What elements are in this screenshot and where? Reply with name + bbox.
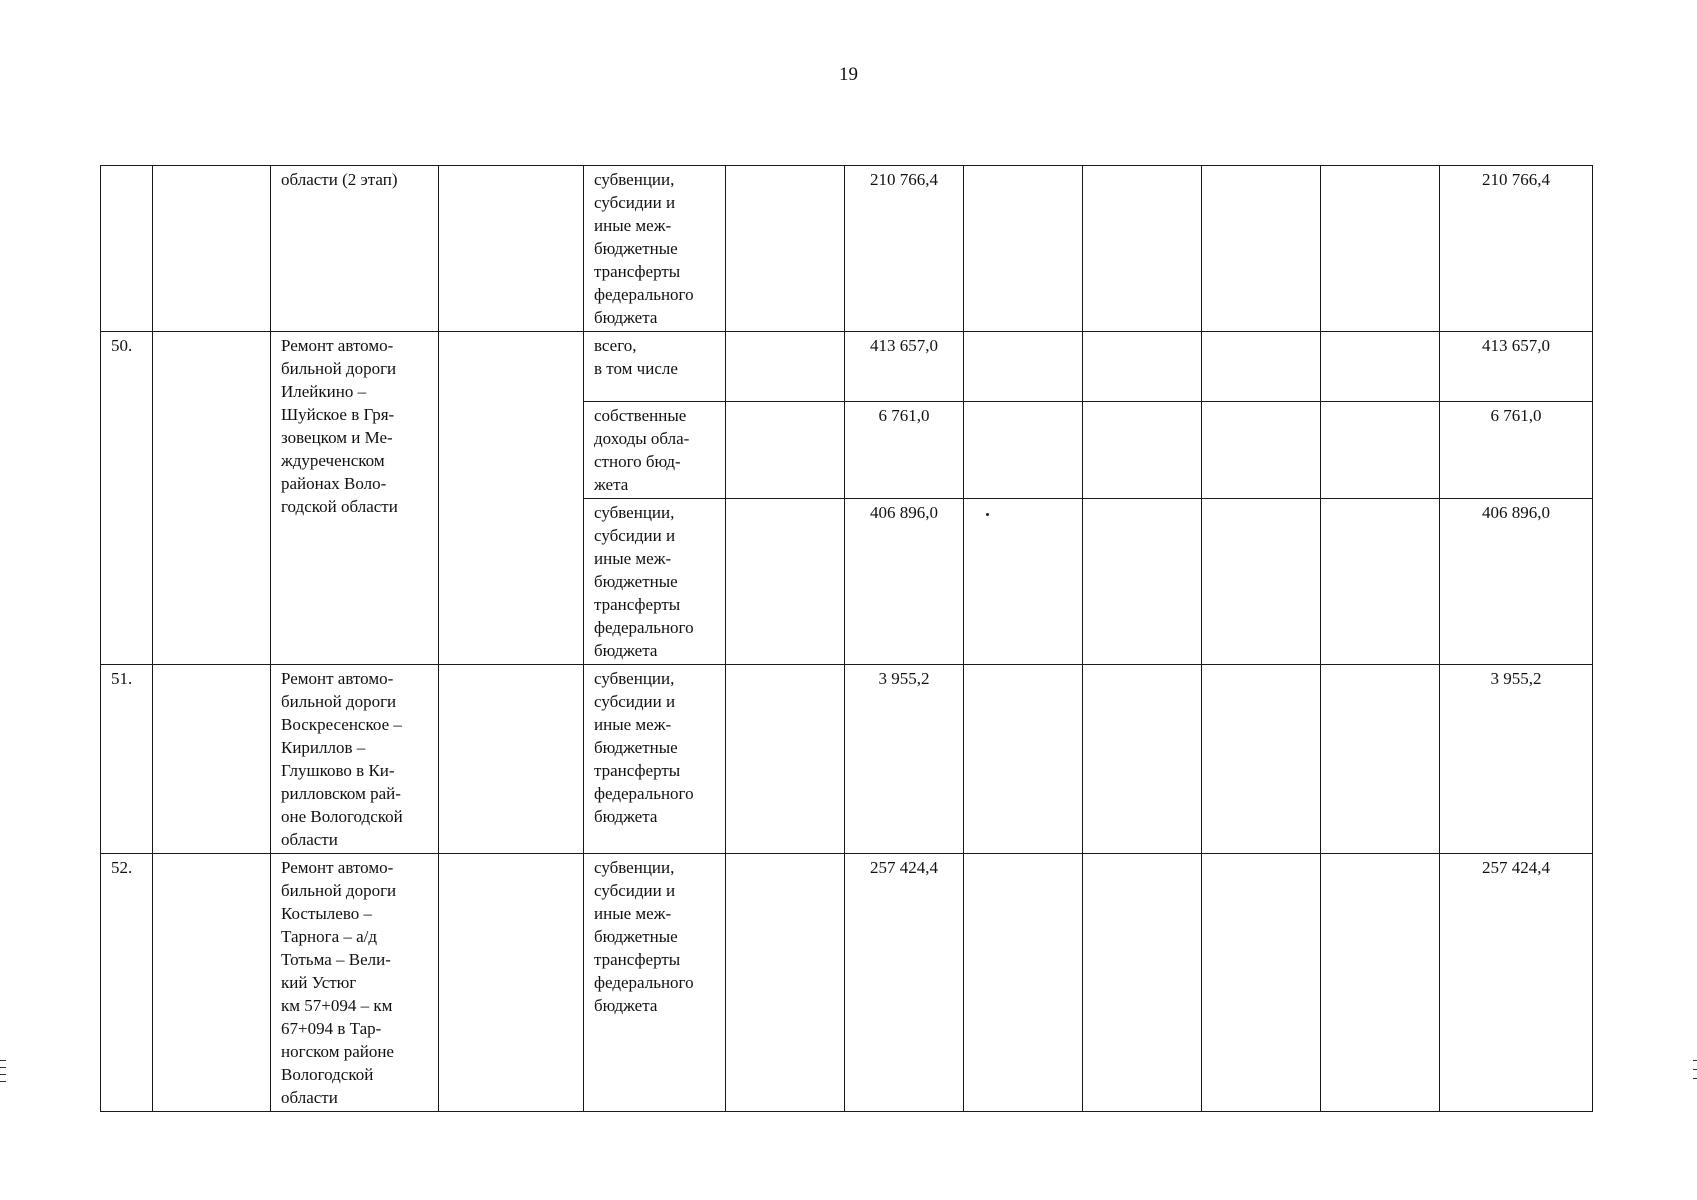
- empty-cell: [1083, 854, 1202, 1112]
- row-number-cell: [101, 665, 153, 854]
- empty-cell: [726, 332, 845, 402]
- total-value: 257 424,4: [845, 854, 964, 1112]
- empty-cell: [1321, 166, 1440, 332]
- empty-cell: [439, 166, 584, 332]
- empty-cell: [726, 854, 845, 1112]
- funding-source-cell: [584, 854, 726, 1112]
- last-year-value: 6 761,0: [1440, 402, 1593, 499]
- object-name: области (2 этап): [281, 170, 398, 189]
- last-year-value: 413 657,0: [1440, 332, 1593, 402]
- empty-cell: [726, 499, 845, 665]
- funding-source: субвенции, субсидии и иные меж- бюджетные трансферты федерального бюджета: [594, 669, 694, 826]
- stray-dot: [986, 513, 989, 516]
- row-number: 52.: [111, 858, 133, 877]
- empty-cell: [439, 854, 584, 1112]
- total-value: 6 761,0: [845, 402, 964, 499]
- funding-source-cell: [584, 166, 726, 332]
- empty-cell: [439, 332, 584, 665]
- funding-source-cell: [584, 332, 726, 402]
- last-year-value: 210 766,4: [1440, 166, 1593, 332]
- total-value: 406 896,0: [845, 499, 964, 665]
- row-number-cell: [101, 332, 153, 665]
- empty-cell: [1321, 854, 1440, 1112]
- empty-cell: [964, 499, 1083, 665]
- object-name-cell: [271, 332, 439, 665]
- empty-cell: [1202, 854, 1321, 1112]
- empty-cell: [1202, 402, 1321, 499]
- table-row: [101, 166, 1593, 332]
- empty-cell: [1321, 665, 1440, 854]
- funding-source-cell: [584, 665, 726, 854]
- empty-cell: [1321, 332, 1440, 402]
- row-number-cell: [101, 854, 153, 1112]
- empty-cell: [1321, 402, 1440, 499]
- empty-cell: [964, 166, 1083, 332]
- total-value: 3 955,2: [845, 665, 964, 854]
- object-name: Ремонт автомо- бильной дороги Костылево – Тарнога – а/д Тотьма – Вели- кий Устюг км 57+094 – км 67+094 в Тар- ногском районе Вологодской области: [281, 858, 397, 1107]
- funding-source: собственные доходы обла- стного бюд- жета: [594, 406, 690, 494]
- funding-source: субвенции, субсидии и иные меж- бюджетные трансферты федерального бюджета: [594, 503, 694, 660]
- object-name-cell: [271, 665, 439, 854]
- empty-cell: [1321, 499, 1440, 665]
- total-value: 210 766,4: [845, 166, 964, 332]
- object-name-cell: [271, 854, 439, 1112]
- funding-source: всего, в том числе: [594, 336, 678, 378]
- last-year-value: 257 424,4: [1440, 854, 1593, 1112]
- budget-table: [100, 165, 1593, 1112]
- empty-cell: [1083, 402, 1202, 499]
- empty-cell: [439, 665, 584, 854]
- empty-cell: [1202, 166, 1321, 332]
- empty-cell: [153, 166, 271, 332]
- empty-cell: [726, 665, 845, 854]
- empty-cell: [1083, 665, 1202, 854]
- last-year-value: 3 955,2: [1440, 665, 1593, 854]
- row-number-cell: [101, 166, 153, 332]
- total-value: 413 657,0: [845, 332, 964, 402]
- empty-cell: [1083, 332, 1202, 402]
- empty-cell: [964, 854, 1083, 1112]
- table-row: [101, 854, 1593, 1112]
- empty-cell: [1202, 665, 1321, 854]
- table-row: [101, 332, 1593, 402]
- object-name: Ремонт автомо- бильной дороги Илейкино – Шуйское в Гря- зовецком и Ме- ждуреченском районах Воло- годской области: [281, 336, 398, 516]
- empty-cell: [1083, 166, 1202, 332]
- table-row: [101, 665, 1593, 854]
- empty-cell: [153, 332, 271, 665]
- page-number: 19: [839, 64, 858, 85]
- row-number: 50.: [111, 336, 133, 355]
- scan-edge-marks-right: [1693, 1060, 1697, 1087]
- object-name-cell: [271, 166, 439, 332]
- object-name: Ремонт автомо- бильной дороги Воскресенское – Кириллов – Глушково в Ки- рилловском рай- оне Вологодской области: [281, 669, 403, 849]
- empty-cell: [153, 665, 271, 854]
- empty-cell: [964, 402, 1083, 499]
- funding-source: субвенции, субсидии и иные меж- бюджетные трансферты федерального бюджета: [594, 858, 694, 1015]
- row-number: 51.: [111, 669, 133, 688]
- funding-source-cell: [584, 402, 726, 499]
- empty-cell: [1202, 332, 1321, 402]
- funding-source: субвенции, субсидии и иные меж- бюджетные трансферты федерального бюджета: [594, 170, 694, 327]
- empty-cell: [726, 402, 845, 499]
- empty-cell: [726, 166, 845, 332]
- empty-cell: [153, 854, 271, 1112]
- empty-cell: [964, 665, 1083, 854]
- scan-edge-marks-left: [0, 1060, 6, 1088]
- empty-cell: [1083, 499, 1202, 665]
- empty-cell: [964, 332, 1083, 402]
- last-year-value: 406 896,0: [1440, 499, 1593, 665]
- empty-cell: [1202, 499, 1321, 665]
- funding-source-cell: [584, 499, 726, 665]
